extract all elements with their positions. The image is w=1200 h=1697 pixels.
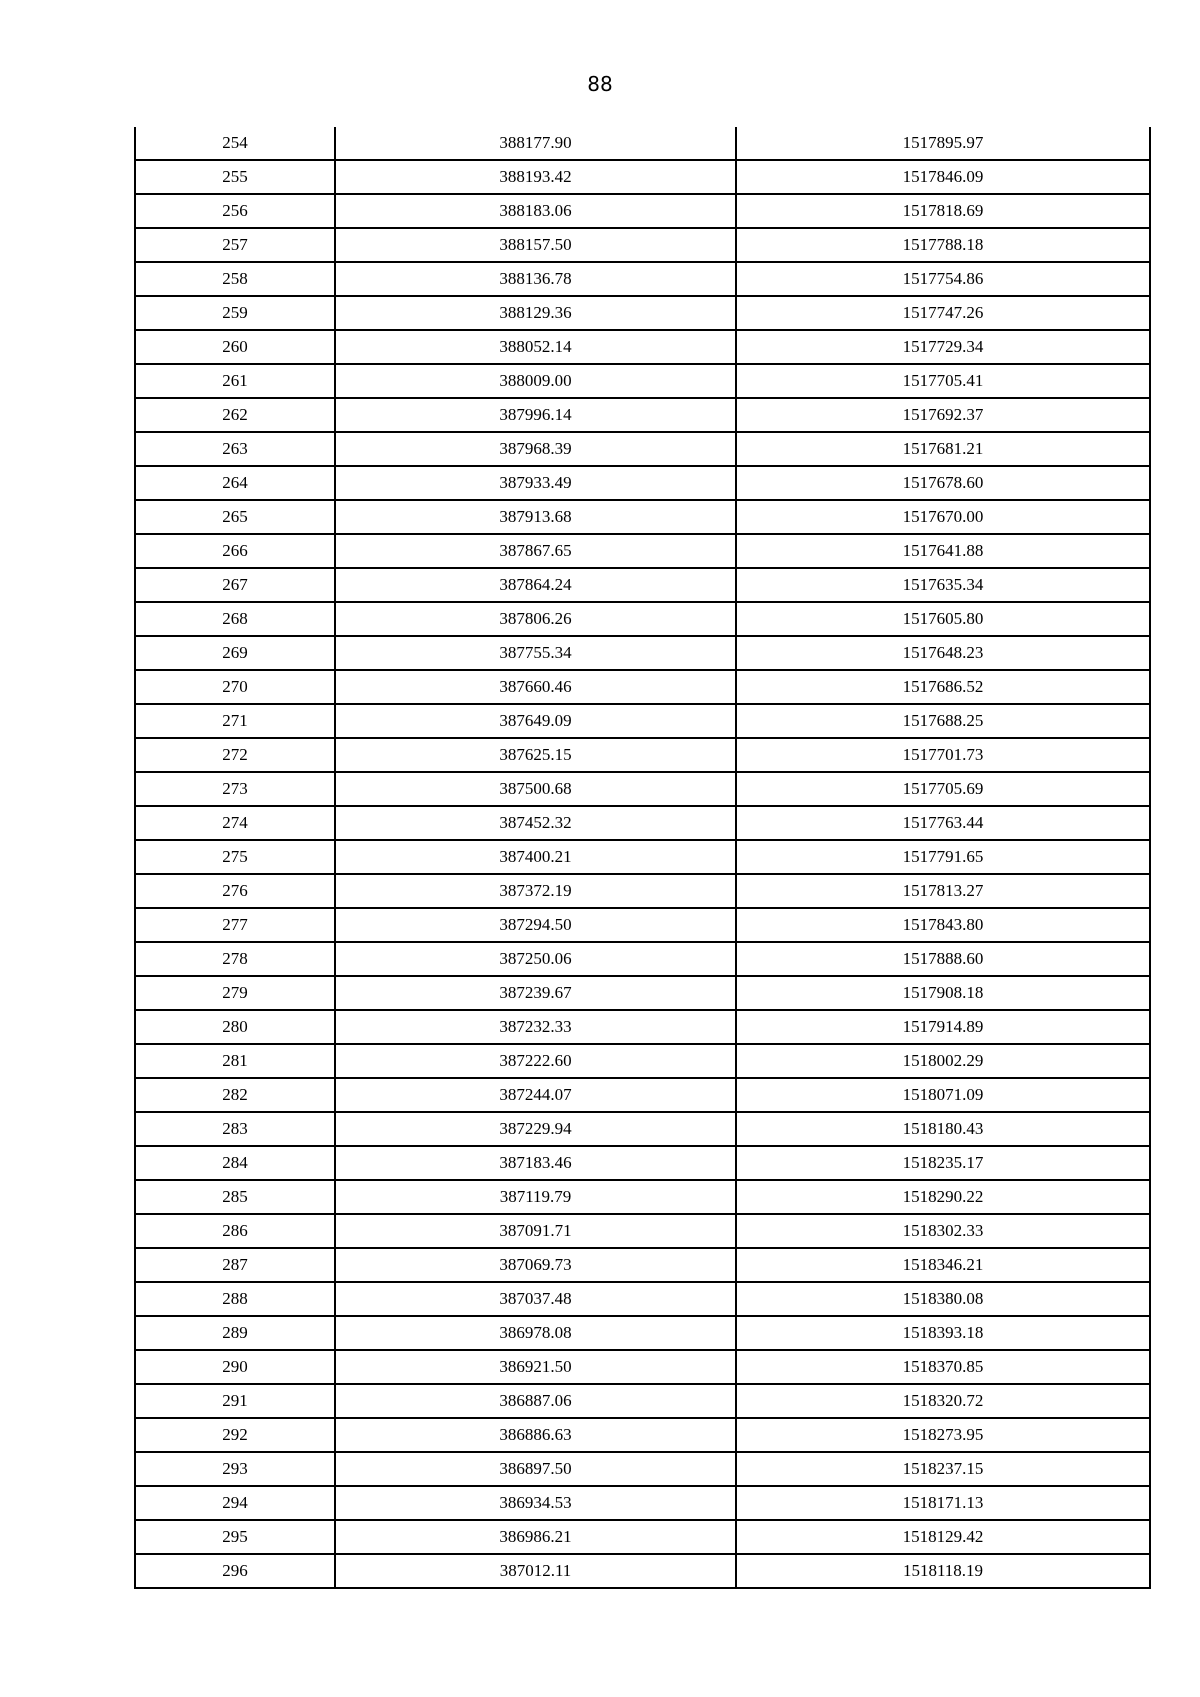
- table-row: [135, 874, 1150, 908]
- y-coordinate-cell: 1517648.23: [736, 636, 1150, 670]
- x-coordinate-cell: 387244.07: [335, 1078, 736, 1112]
- point-number-cell: 295: [135, 1520, 335, 1554]
- table-row: [135, 704, 1150, 738]
- y-coordinate-cell: 1517914.89: [736, 1010, 1150, 1044]
- table-row: [135, 1010, 1150, 1044]
- point-number-cell: 266: [135, 534, 335, 568]
- y-coordinate-cell: 1517605.80: [736, 602, 1150, 636]
- x-coordinate-cell: 388136.78: [335, 262, 736, 296]
- coordinate-table-body: [135, 127, 1150, 1588]
- x-coordinate-cell: 387867.65: [335, 534, 736, 568]
- y-coordinate-cell: 1518129.42: [736, 1520, 1150, 1554]
- x-coordinate-cell: 387452.32: [335, 806, 736, 840]
- point-number-cell: 286: [135, 1214, 335, 1248]
- x-coordinate-cell: 387294.50: [335, 908, 736, 942]
- x-coordinate-cell: 387239.67: [335, 976, 736, 1010]
- point-number-cell: 287: [135, 1248, 335, 1282]
- point-number-cell: 270: [135, 670, 335, 704]
- point-number-cell: 293: [135, 1452, 335, 1486]
- y-coordinate-cell: 1517729.34: [736, 330, 1150, 364]
- point-number-cell: 284: [135, 1146, 335, 1180]
- x-coordinate-cell: 387913.68: [335, 500, 736, 534]
- x-coordinate-cell: 387660.46: [335, 670, 736, 704]
- y-coordinate-cell: 1518118.19: [736, 1554, 1150, 1588]
- y-coordinate-cell: 1518071.09: [736, 1078, 1150, 1112]
- x-coordinate-cell: 387229.94: [335, 1112, 736, 1146]
- point-number-cell: 262: [135, 398, 335, 432]
- y-coordinate-cell: 1518273.95: [736, 1418, 1150, 1452]
- table-row: [135, 364, 1150, 398]
- table-row: [135, 1316, 1150, 1350]
- page-number: 88: [587, 72, 613, 96]
- point-number-cell: 261: [135, 364, 335, 398]
- y-coordinate-cell: 1517686.52: [736, 670, 1150, 704]
- y-coordinate-cell: 1518180.43: [736, 1112, 1150, 1146]
- y-coordinate-cell: 1517705.41: [736, 364, 1150, 398]
- y-coordinate-cell: 1517888.60: [736, 942, 1150, 976]
- y-coordinate-cell: 1518302.33: [736, 1214, 1150, 1248]
- table-row: [135, 1180, 1150, 1214]
- x-coordinate-cell: 387755.34: [335, 636, 736, 670]
- point-number-cell: 264: [135, 466, 335, 500]
- x-coordinate-cell: 387968.39: [335, 432, 736, 466]
- table-row: [135, 772, 1150, 806]
- table-row: [135, 160, 1150, 194]
- x-coordinate-cell: 386934.53: [335, 1486, 736, 1520]
- table-row: [135, 670, 1150, 704]
- x-coordinate-cell: 387069.73: [335, 1248, 736, 1282]
- table-row: [135, 1146, 1150, 1180]
- table-row: [135, 194, 1150, 228]
- y-coordinate-cell: 1517641.88: [736, 534, 1150, 568]
- x-coordinate-cell: 388157.50: [335, 228, 736, 262]
- point-number-cell: 283: [135, 1112, 335, 1146]
- y-coordinate-cell: 1517908.18: [736, 976, 1150, 1010]
- point-number-cell: 276: [135, 874, 335, 908]
- table-row: [135, 127, 1150, 160]
- y-coordinate-cell: 1517791.65: [736, 840, 1150, 874]
- point-number-cell: 285: [135, 1180, 335, 1214]
- point-number-cell: 278: [135, 942, 335, 976]
- y-coordinate-cell: 1518235.17: [736, 1146, 1150, 1180]
- point-number-cell: 296: [135, 1554, 335, 1588]
- point-number-cell: 267: [135, 568, 335, 602]
- point-number-cell: 259: [135, 296, 335, 330]
- point-number-cell: 294: [135, 1486, 335, 1520]
- table-row: [135, 398, 1150, 432]
- x-coordinate-cell: 387806.26: [335, 602, 736, 636]
- table-row: [135, 466, 1150, 500]
- table-row: [135, 228, 1150, 262]
- y-coordinate-cell: 1517678.60: [736, 466, 1150, 500]
- y-coordinate-cell: 1517635.34: [736, 568, 1150, 602]
- point-number-cell: 290: [135, 1350, 335, 1384]
- y-coordinate-cell: 1517846.09: [736, 160, 1150, 194]
- table-row: [135, 296, 1150, 330]
- point-number-cell: 288: [135, 1282, 335, 1316]
- point-number-cell: 269: [135, 636, 335, 670]
- x-coordinate-cell: 388193.42: [335, 160, 736, 194]
- y-coordinate-cell: 1517692.37: [736, 398, 1150, 432]
- table-row: [135, 1384, 1150, 1418]
- y-coordinate-cell: 1517688.25: [736, 704, 1150, 738]
- x-coordinate-cell: 387183.46: [335, 1146, 736, 1180]
- table-row: [135, 840, 1150, 874]
- table-row: [135, 1282, 1150, 1316]
- table-row: [135, 602, 1150, 636]
- point-number-cell: 289: [135, 1316, 335, 1350]
- y-coordinate-cell: 1517701.73: [736, 738, 1150, 772]
- table-row: [135, 1452, 1150, 1486]
- point-number-cell: 281: [135, 1044, 335, 1078]
- table-row: [135, 568, 1150, 602]
- x-coordinate-cell: 387864.24: [335, 568, 736, 602]
- x-coordinate-cell: 386886.63: [335, 1418, 736, 1452]
- x-coordinate-cell: 386978.08: [335, 1316, 736, 1350]
- y-coordinate-cell: 1518290.22: [736, 1180, 1150, 1214]
- x-coordinate-cell: 387649.09: [335, 704, 736, 738]
- point-number-cell: 282: [135, 1078, 335, 1112]
- point-number-cell: 277: [135, 908, 335, 942]
- point-number-cell: 260: [135, 330, 335, 364]
- table-row: [135, 1078, 1150, 1112]
- y-coordinate-cell: 1517670.00: [736, 500, 1150, 534]
- table-row: [135, 1486, 1150, 1520]
- y-coordinate-cell: 1517895.97: [736, 127, 1150, 160]
- x-coordinate-cell: 386921.50: [335, 1350, 736, 1384]
- point-number-cell: 273: [135, 772, 335, 806]
- point-number-cell: 265: [135, 500, 335, 534]
- table-row: [135, 432, 1150, 466]
- table-row: [135, 1248, 1150, 1282]
- table-row: [135, 1214, 1150, 1248]
- table-row: [135, 1350, 1150, 1384]
- x-coordinate-cell: 387372.19: [335, 874, 736, 908]
- x-coordinate-cell: 387500.68: [335, 772, 736, 806]
- x-coordinate-cell: 388183.06: [335, 194, 736, 228]
- x-coordinate-cell: 388177.90: [335, 127, 736, 160]
- y-coordinate-cell: 1518002.29: [736, 1044, 1150, 1078]
- table-row: [135, 1112, 1150, 1146]
- y-coordinate-cell: 1517705.69: [736, 772, 1150, 806]
- point-number-cell: 254: [135, 127, 335, 160]
- y-coordinate-cell: 1518380.08: [736, 1282, 1150, 1316]
- point-number-cell: 280: [135, 1010, 335, 1044]
- x-coordinate-cell: 387091.71: [335, 1214, 736, 1248]
- table-row: [135, 500, 1150, 534]
- table-row: [135, 908, 1150, 942]
- table-row: [135, 738, 1150, 772]
- x-coordinate-cell: 387037.48: [335, 1282, 736, 1316]
- x-coordinate-cell: 388009.00: [335, 364, 736, 398]
- table-row: [135, 1044, 1150, 1078]
- table-row: [135, 262, 1150, 296]
- table-row: [135, 1520, 1150, 1554]
- y-coordinate-cell: 1517818.69: [736, 194, 1150, 228]
- table-row: [135, 806, 1150, 840]
- x-coordinate-cell: 387400.21: [335, 840, 736, 874]
- table-row: [135, 636, 1150, 670]
- y-coordinate-cell: 1518171.13: [736, 1486, 1150, 1520]
- table-row: [135, 1418, 1150, 1452]
- x-coordinate-cell: 386986.21: [335, 1520, 736, 1554]
- y-coordinate-cell: 1517843.80: [736, 908, 1150, 942]
- y-coordinate-cell: 1517813.27: [736, 874, 1150, 908]
- y-coordinate-cell: 1518393.18: [736, 1316, 1150, 1350]
- y-coordinate-cell: 1517681.21: [736, 432, 1150, 466]
- x-coordinate-cell: 386887.06: [335, 1384, 736, 1418]
- x-coordinate-cell: 387222.60: [335, 1044, 736, 1078]
- point-number-cell: 274: [135, 806, 335, 840]
- table-row: [135, 976, 1150, 1010]
- point-number-cell: 257: [135, 228, 335, 262]
- point-number-cell: 279: [135, 976, 335, 1010]
- y-coordinate-cell: 1518237.15: [736, 1452, 1150, 1486]
- table-row: [135, 1554, 1150, 1588]
- x-coordinate-cell: 387012.11: [335, 1554, 736, 1588]
- point-number-cell: 291: [135, 1384, 335, 1418]
- point-number-cell: 258: [135, 262, 335, 296]
- point-number-cell: 275: [135, 840, 335, 874]
- coordinate-table: [134, 127, 1151, 1589]
- table-row: [135, 942, 1150, 976]
- point-number-cell: 256: [135, 194, 335, 228]
- x-coordinate-cell: 388052.14: [335, 330, 736, 364]
- y-coordinate-cell: 1518320.72: [736, 1384, 1150, 1418]
- y-coordinate-cell: 1517763.44: [736, 806, 1150, 840]
- y-coordinate-cell: 1518370.85: [736, 1350, 1150, 1384]
- x-coordinate-cell: 387250.06: [335, 942, 736, 976]
- table-row: [135, 534, 1150, 568]
- x-coordinate-cell: 387119.79: [335, 1180, 736, 1214]
- point-number-cell: 263: [135, 432, 335, 466]
- x-coordinate-cell: 387625.15: [335, 738, 736, 772]
- y-coordinate-cell: 1517754.86: [736, 262, 1150, 296]
- x-coordinate-cell: 387232.33: [335, 1010, 736, 1044]
- x-coordinate-cell: 386897.50: [335, 1452, 736, 1486]
- y-coordinate-cell: 1518346.21: [736, 1248, 1150, 1282]
- point-number-cell: 271: [135, 704, 335, 738]
- point-number-cell: 255: [135, 160, 335, 194]
- x-coordinate-cell: 387933.49: [335, 466, 736, 500]
- point-number-cell: 272: [135, 738, 335, 772]
- point-number-cell: 268: [135, 602, 335, 636]
- table-row: [135, 330, 1150, 364]
- y-coordinate-cell: 1517747.26: [736, 296, 1150, 330]
- point-number-cell: 292: [135, 1418, 335, 1452]
- x-coordinate-cell: 387996.14: [335, 398, 736, 432]
- x-coordinate-cell: 388129.36: [335, 296, 736, 330]
- y-coordinate-cell: 1517788.18: [736, 228, 1150, 262]
